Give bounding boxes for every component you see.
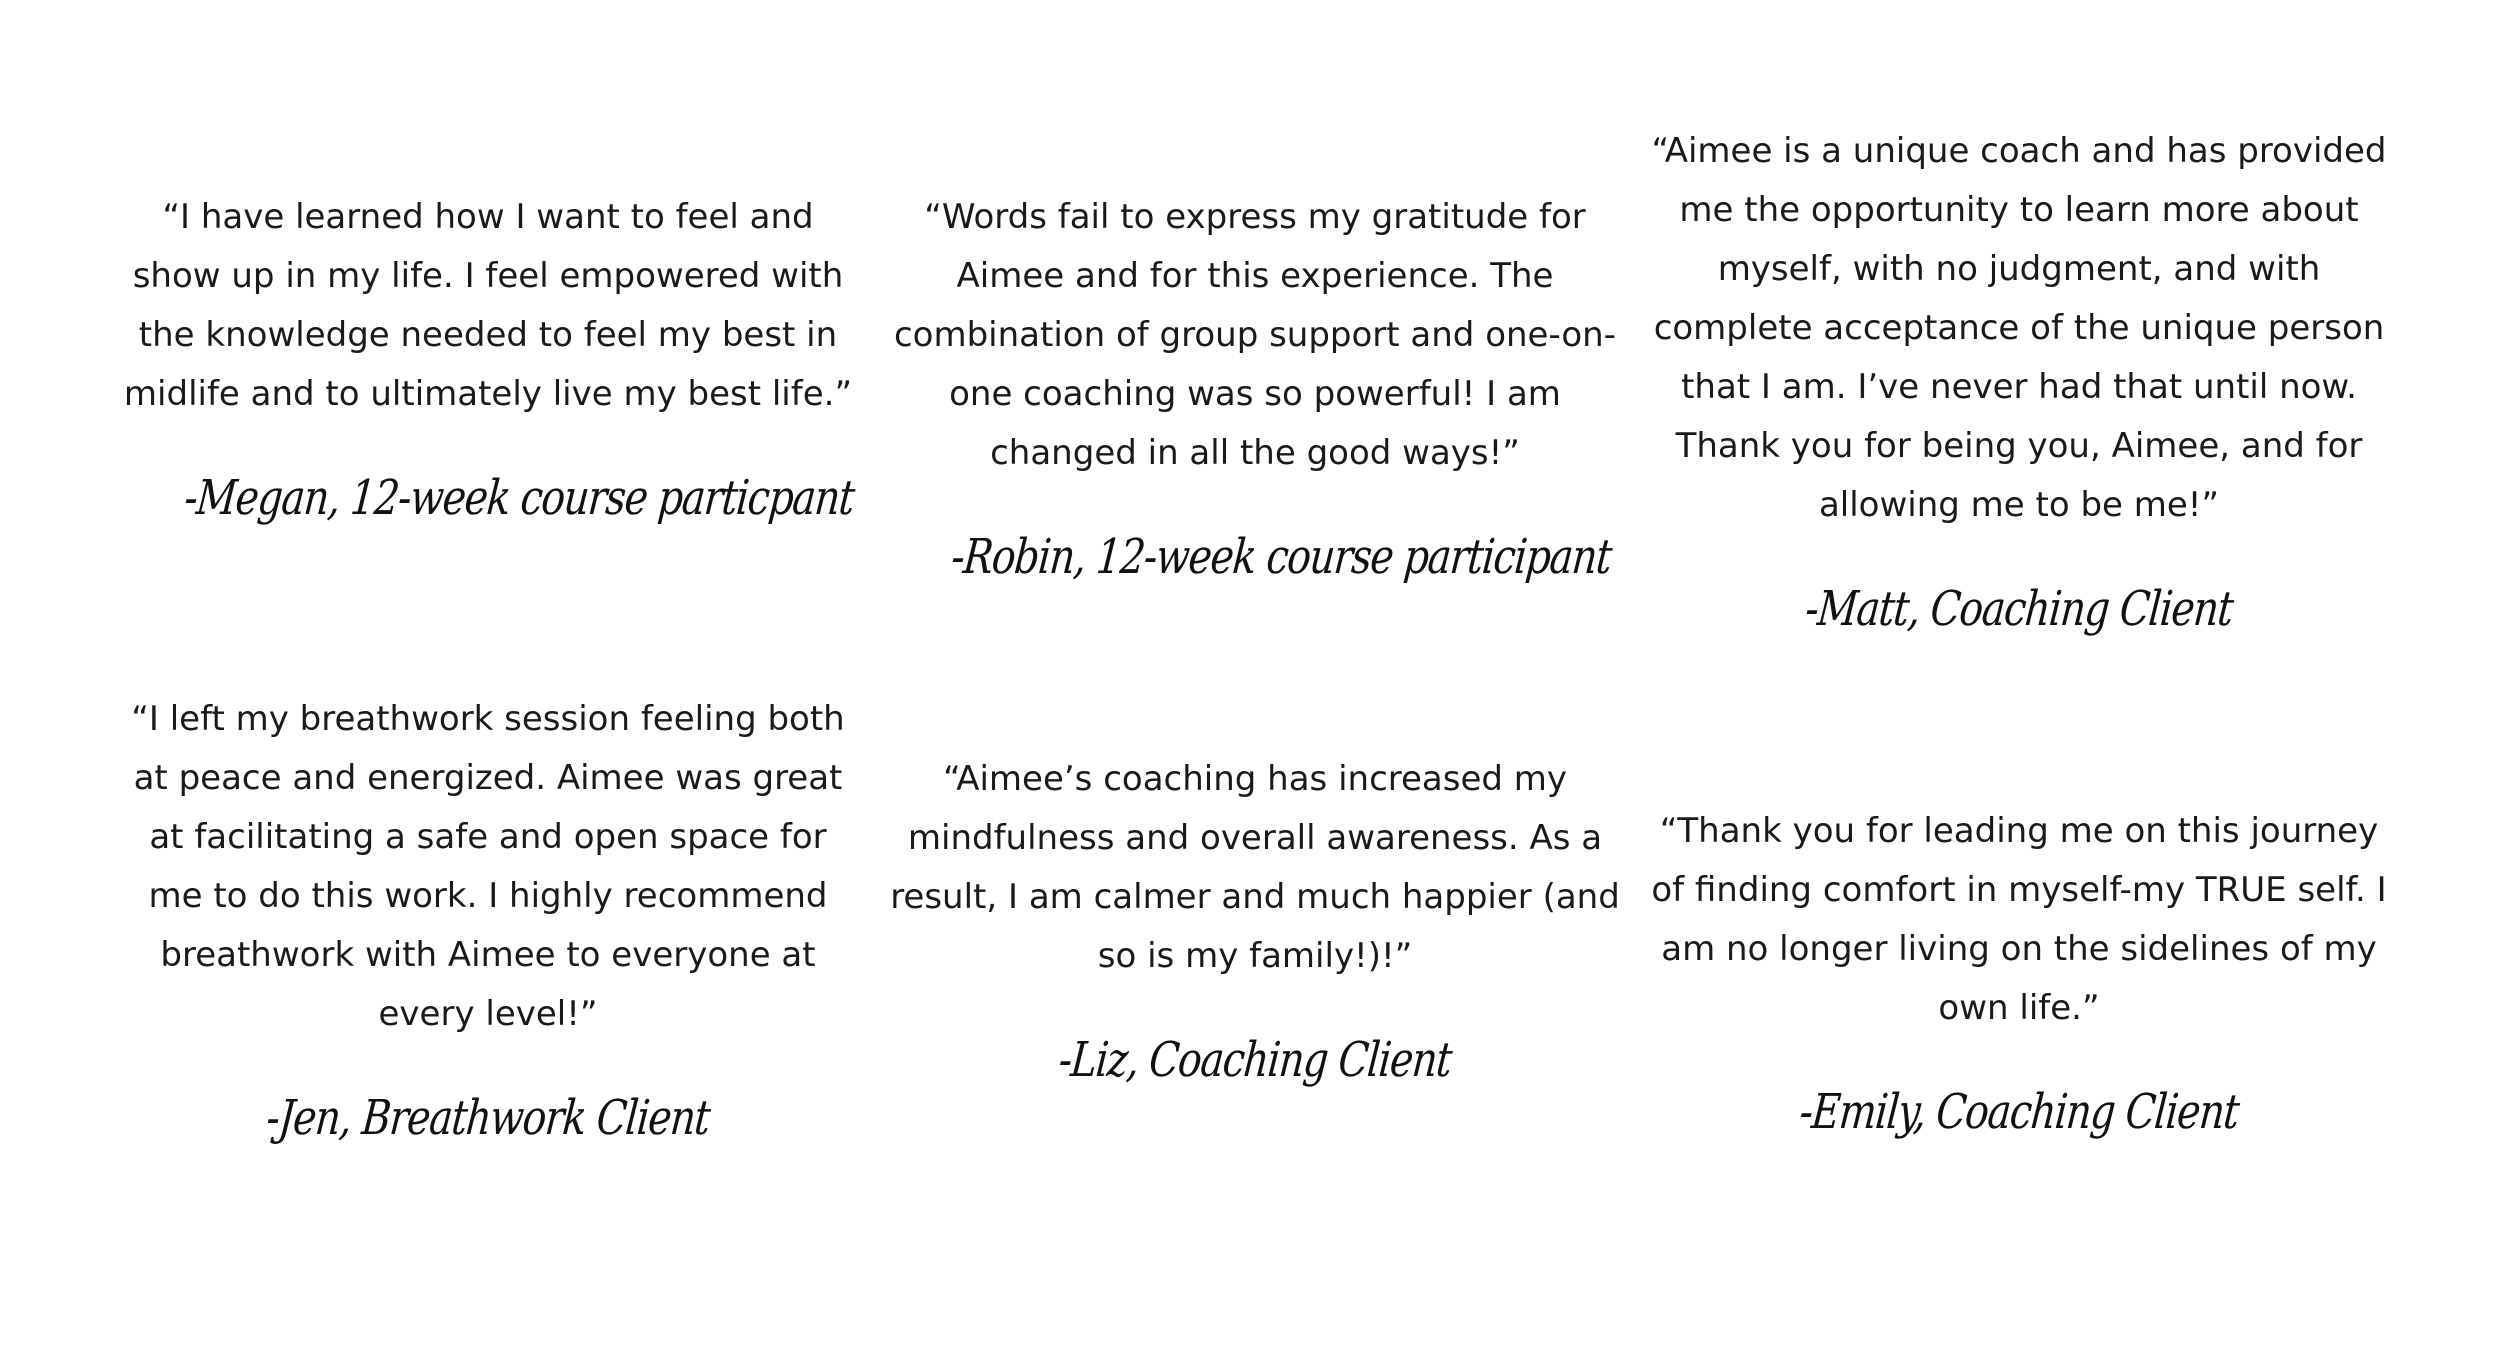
testimonial-quote: “Aimee’s coaching has increased my mindfulness and overall awareness. As a result, I am calmer and much happier (and so is my family!)!” xyxy=(890,759,1620,976)
testimonial-card xyxy=(885,750,1625,1090)
testimonial-author: -Matt, Coaching Client xyxy=(1803,581,2235,637)
testimonial-card xyxy=(1649,802,2389,1142)
testimonial-card xyxy=(118,690,858,1148)
testimonial-author: -Jen, Breathwork Client xyxy=(264,1090,712,1146)
testimonial-author: -Robin, 12-week course participant xyxy=(949,529,1614,585)
testimonial-author: -Megan, 12-week course particpant xyxy=(182,470,857,526)
testimonial-quote: “I have learned how I want to feel and show up in my life. I feel empowered with the knowledge needed to feel my best in midlife and to ultimately live my best life.” xyxy=(123,197,853,414)
testimonial-card xyxy=(118,188,858,528)
testimonial-card xyxy=(885,188,1625,587)
testimonial-author: -Liz, Coaching Client xyxy=(1056,1032,1454,1088)
testimonial-quote: “Words fail to express my gratitude for Aimee and for this experience. The combination of group support and one-on-one coaching was so powerful! I am changed in all the good ways!” xyxy=(893,197,1616,473)
testimonial-quote: “I left my breathwork session feeling both at peace and energized. Aimee was great at facilitating a safe and open space for me to do this work. I highly recommend breathwork with Aimee to everyone at every level!” xyxy=(131,699,845,1034)
testimonial-quote: “Aimee is a unique coach and has provided me the opportunity to learn more about myself, with no judgment, and with complete acceptance of the unique person that I am. I’ve never had that until now. Thank you for being you, Aimee, and for allowing me to be me!” xyxy=(1651,131,2387,525)
testimonial-card xyxy=(1649,122,2389,639)
testimonial-quote: “Thank you for leading me on this journey of finding comfort in myself-my TRUE self. I am no longer living on the sidelines of my own life.” xyxy=(1651,811,2387,1028)
testimonial-author: -Emily, Coaching Client xyxy=(1797,1084,2241,1140)
